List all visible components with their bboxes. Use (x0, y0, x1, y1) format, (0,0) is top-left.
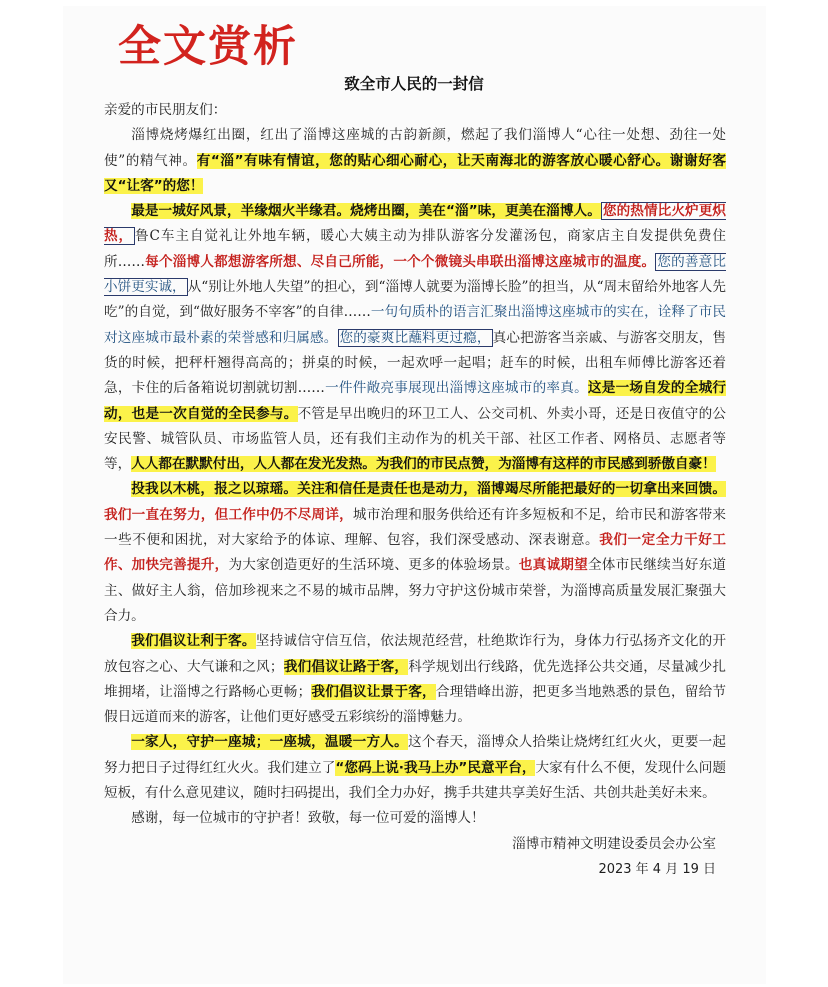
highlight-segment: 我们倡议让景于客， (311, 683, 436, 700)
highlight-segment: 一家人，守护一座城；一座城，温暖一方人。 (131, 734, 408, 751)
highlight-segment: 我们倡议让利于客。 (131, 633, 256, 650)
text-segment: 全体市民继续当好东道主、做好主人翁，倍加珍视来之不易的城市品牌，努力守护这份城市荣誉，为淄博高质量发展汇聚强大合力。 (104, 557, 727, 624)
text-segment: 坚持诚信守信互信，依法规范经营，杜绝欺诈行为，身体力行弘扬齐文化的开放包容之心、大气谦和之风； (104, 633, 726, 675)
text-segment: 淄博烧烤爆红出圈，红出了淄博这座城的古韵新颜，燃起了我们淄博人“心往一处想、劲往一处使”的精气神。 (104, 127, 726, 169)
banner-label: 全文赏析 (118, 22, 298, 72)
paragraph-5 (104, 730, 726, 806)
blue-segment: 一件件敞亮事展现出淄博这座城市的率真。 (324, 380, 588, 397)
highlight-segment: 人人都在默默付出，人人都在发光发热。为我们的市民点赞，为淄博有这样的市民感到骄傲自豪！ (131, 456, 716, 473)
red-segment: 我们一定全力干好工作、加快完善提升， (104, 532, 727, 574)
highlight-segment: 投我以木桃，报之以琼瑶。关注和信任是责任也是动力，淄博竭尽所能把最好的一切拿出来回馈。 (131, 481, 726, 498)
paragraph-2 (104, 199, 726, 477)
highlight-segment: “您码上说·我马上办”民意平台， (335, 759, 536, 776)
signature: 淄博市精神文明建设委员会办公室 (512, 835, 716, 852)
blue-segment: 一句句质朴的语言汇聚出淄博这座城市的实在，诠释了市民对这座城市最朴素的荣誉感和归属感。 (104, 304, 726, 346)
paragraph-3 (104, 477, 726, 629)
red-segment: 每个淄博人都想游客所想、尽自己所能，一个个微镜头串联出淄博这座城市的温度。 (144, 253, 656, 270)
text-segment: 为大家创造更好的生活环境、更多的体验场景。 (228, 557, 519, 574)
paragraph-1 (104, 123, 726, 199)
text-segment: 鲁C车主自觉礼让外地车辆，暖心大姨主动为排队游客分发灌汤包，商家店主自发提供免费住所…… (104, 228, 726, 270)
red-segment: 也真诚期望 (518, 557, 588, 574)
letter-title: 致全市人民的一封信 (344, 75, 484, 93)
paragraph-4 (104, 629, 726, 730)
text-segment: 真心把游客当亲戚、与游客交朋友，售货的时候，把秤杆翘得高高的；拼桌的时候，一起欢呼一起唱；赶车的时候，出租车师傅比游客还着急，卡住的后备箱说切割就切割…… (104, 329, 727, 397)
letter-body (104, 98, 726, 882)
boxed-phrase: 您的热情比火炉更炽热， (104, 203, 726, 245)
boxed-phrase: 您的豪爽比蘸料更过瘾， (339, 329, 491, 346)
closing-line: 感谢，每一位城市的守护者！致敬，每一位可爱的淄博人！ (131, 810, 485, 827)
boxed-phrase: 您的善意比小饼更实诚， (104, 253, 727, 296)
text-segment: 这个春天，淄博众人拾柴让烧烤红红火火，更要一起努力把日子过得红红火火。我们建立了 (104, 734, 727, 776)
red-segment: 我们一直在努力，但工作中仍不尽周详， (104, 506, 353, 523)
text-segment: 科学规划出行线路，优先选择公共交通，尽量减少扎堆拥堵，让淄博之行路畅心更畅； (104, 658, 727, 700)
highlight-segment: 有“淄”有味有情谊，您的贴心细心耐心，让天南海北的游客放心暖心舒心。谢谢好客又“让客”的您！ (104, 152, 726, 194)
highlight-segment: 我们倡议让路于客， (283, 658, 409, 675)
salutation: 亲爱的市民朋友们： (104, 102, 227, 118)
date: 2023 年 4 月 19 日 (598, 861, 716, 877)
text-segment: 大家有什么不便，发现什么问题短板，有什么意见建议，随时扫码提出，我们全力办好，携手共建共享美好生活、共创共赴美好未来。 (104, 759, 726, 802)
highlight-segment: 最是一城好风景，半缘烟火半缘君。烧烤出圈，美在“淄”味，更美在淄博人。 (131, 203, 601, 220)
text-segment: 合理错峰出游，把更多当地熟悉的景色，留给节假日远道而来的游客，让他们更好感受五彩缤纷的淄博魅力。 (104, 683, 727, 726)
text-segment: 不管是早出晚归的环卫工人、公交司机、外卖小哥，还是日夜值守的公安民警、城管队员、市场监管人员，还有我们主动作为的机关干部、社区工作者、网格员、志愿者等等， (104, 405, 727, 473)
text-segment: 城市治理和服务供给还有许多短板和不足，给市民和游客带来一些不便和困扰，对大家给予的体谅、理解、包容，我们深受感动、深表谢意。 (104, 506, 727, 549)
highlight-segment: 这是一场自发的全城行动，也是一次自觉的全民参与。 (104, 380, 727, 422)
text-segment: 从“别让外地人失望”的担心，到“淄博人就要为淄博长脸”的担当，从“周末留给外地客人先吃”的自觉，到“做好服务不宰客”的自律…… (104, 279, 726, 321)
